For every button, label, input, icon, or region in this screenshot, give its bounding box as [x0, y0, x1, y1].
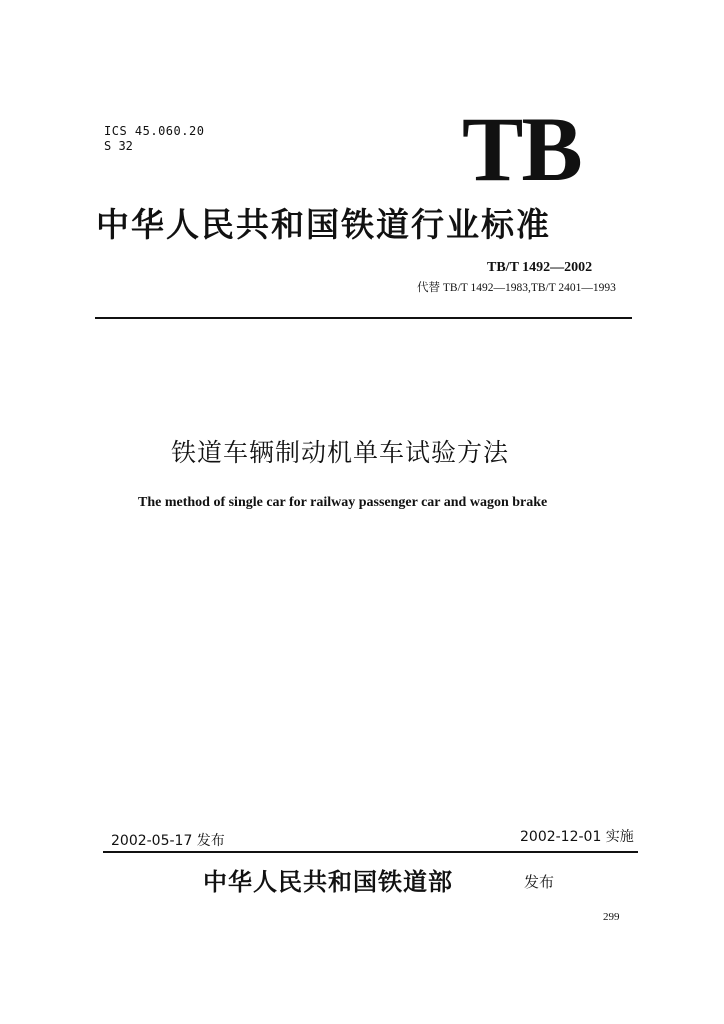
ics-code: ICS 45.060.20 — [104, 124, 205, 138]
document-title-chinese: 铁道车辆制动机单车试验方法 — [171, 438, 510, 467]
page-number: 299 — [603, 911, 620, 923]
replaces-note: 代替 TB/T 1492—1983,TB/T 2401—1993 — [417, 282, 616, 294]
standard-code: TB/T 1492—2002 — [487, 260, 593, 275]
issuer-name: 中华人民共和国铁道部 — [203, 867, 453, 896]
ccs-code: S 32 — [104, 139, 133, 153]
header-divider — [95, 317, 632, 319]
document-title-english: The method of single car for railway passenger car and wagon brake — [138, 495, 548, 510]
standard-organization: 中华人民共和国铁道行业标准 — [96, 205, 551, 244]
implementation-date: 2002-12-01 实施 — [520, 829, 634, 845]
footer-divider — [103, 851, 638, 853]
issue-date: 2002-05-17 发布 — [111, 833, 225, 849]
tb-logo: TB — [462, 98, 581, 200]
issuer-suffix: 发布 — [524, 873, 555, 891]
